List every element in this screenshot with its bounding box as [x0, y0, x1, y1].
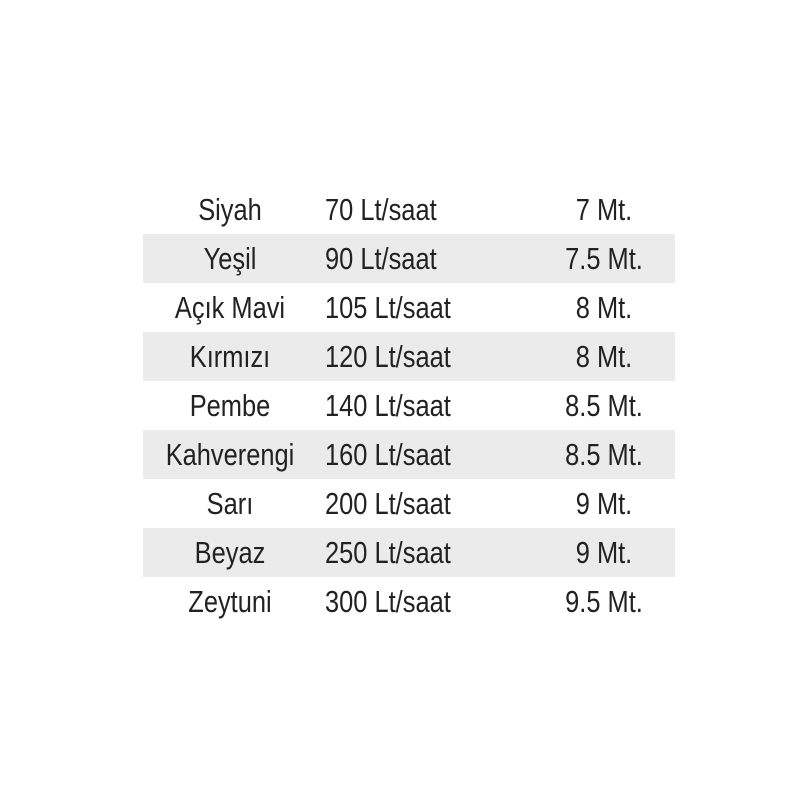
color-cell: Siyah: [198, 192, 262, 227]
length-cell: 8 Mt.: [575, 339, 633, 374]
flow-cell: 140 Lt/saat: [325, 388, 451, 423]
flow-cell: 120 Lt/saat: [325, 339, 451, 374]
length-cell: 9 Mt.: [575, 486, 633, 521]
flow-cell: 300 Lt/saat: [325, 584, 451, 619]
table-row: [143, 185, 675, 234]
table-row: [143, 577, 675, 626]
color-cell: Sarı: [206, 486, 254, 521]
spec-table: [143, 185, 675, 626]
length-cell: 8 Mt.: [575, 290, 633, 325]
length-cell: 7.5 Mt.: [565, 241, 643, 276]
table-row: [143, 381, 675, 430]
length-cell: 9 Mt.: [575, 535, 633, 570]
color-cell: Beyaz: [194, 535, 266, 570]
length-cell: 9.5 Mt.: [565, 584, 643, 619]
color-cell: Zeytuni: [188, 584, 272, 619]
color-cell: Yeşil: [203, 241, 257, 276]
flow-cell: 90 Lt/saat: [325, 241, 437, 276]
flow-cell: 160 Lt/saat: [325, 437, 451, 472]
color-cell: Kahverengi: [165, 437, 295, 472]
flow-cell: 200 Lt/saat: [325, 486, 451, 521]
table-row: [143, 430, 675, 479]
length-cell: 7 Mt.: [575, 192, 633, 227]
table-row: [143, 283, 675, 332]
table-row: [143, 332, 675, 381]
flow-cell: 70 Lt/saat: [325, 192, 437, 227]
color-cell: Kırmızı: [189, 339, 271, 374]
flow-cell: 105 Lt/saat: [325, 290, 451, 325]
table-row: [143, 479, 675, 528]
length-cell: 8.5 Mt.: [565, 388, 643, 423]
table-row: [143, 528, 675, 577]
color-cell: Açık Mavi: [174, 290, 286, 325]
flow-cell: 250 Lt/saat: [325, 535, 451, 570]
table-row: [143, 234, 675, 283]
length-cell: 8.5 Mt.: [565, 437, 643, 472]
color-cell: Pembe: [189, 388, 271, 423]
